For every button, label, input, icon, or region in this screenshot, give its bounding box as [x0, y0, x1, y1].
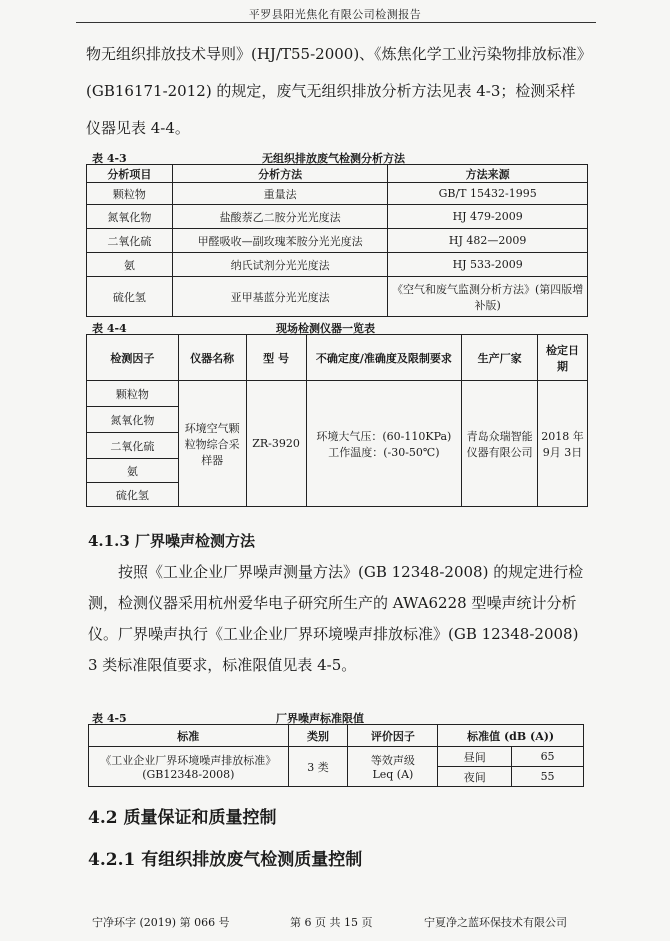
table-cell: 重量法 — [172, 183, 388, 205]
standard-cell: 《工业企业厂界环境噪声排放标准》(GB12348-2008) — [89, 747, 289, 787]
table-4-3-title: 无组织排放废气检测分析方法 — [262, 152, 405, 165]
page-header: 平罗县阳光焦化有限公司检测报告 — [248, 8, 422, 21]
table-cell: HJ 479-2009 — [388, 205, 588, 229]
table-header-cell: 方法来源 — [388, 165, 588, 183]
manufacturer-cell: 青岛众瑞智能仪器有限公司 — [462, 381, 538, 507]
table-row — [87, 381, 588, 407]
category-cell: 3 类 — [288, 747, 348, 787]
table-4-3 — [86, 164, 588, 317]
section-4-2-heading: 4.2 质量保证和质量控制 — [88, 808, 277, 828]
table-cell: 二氧化硫 — [87, 433, 179, 459]
table-header-cell: 仪器名称 — [178, 335, 246, 381]
table-cell: GB/T 15432-1995 — [388, 183, 588, 205]
table-cell: 亚甲基蓝分光光度法 — [172, 277, 388, 317]
section-4-1-3-heading: 4.1.3 厂界噪声检测方法 — [88, 532, 255, 550]
date-cell: 2018 年 9月 3日 — [538, 381, 588, 507]
value-cell: 65 — [512, 747, 584, 767]
factor-line: 等效声级 — [370, 754, 415, 767]
spec-line: 环境大气压：(60-110KPa) — [316, 429, 452, 443]
table-cell: 氨 — [87, 459, 179, 483]
table-4-3-label: 表 4-3 — [92, 152, 127, 165]
table-header-cell: 检定日期 — [538, 335, 588, 381]
table-cell: 氨 — [87, 253, 173, 277]
table-cell: 硫化氢 — [87, 277, 173, 317]
table-row — [87, 277, 588, 317]
table-4-4-label: 表 4-4 — [92, 322, 127, 335]
value-cell: 55 — [512, 767, 584, 787]
table-cell: HJ 533-2009 — [388, 253, 588, 277]
period-cell: 昼间 — [438, 747, 512, 767]
table-4-5-title: 厂界噪声标准限值 — [276, 712, 364, 725]
table-cell: 二氧化硫 — [87, 229, 173, 253]
table-row — [89, 747, 584, 767]
table-row — [87, 229, 588, 253]
table-cell: HJ 482—2009 — [388, 229, 588, 253]
table-row — [87, 205, 588, 229]
table-header-cell: 检测因子 — [87, 335, 179, 381]
table-row — [87, 253, 588, 277]
table-header-cell: 生产厂家 — [462, 335, 538, 381]
footer-page-number: 第 6 页 共 15 页 — [290, 916, 373, 929]
table-4-4 — [86, 334, 588, 507]
section-4-1-3-paragraph: 按照《工业企业厂界噪声测量方法》(GB 12348-2008) 的规定进行检测，检测仪器采用杭州爱华电子研究所生产的 AWA6228 型噪声统计分析仪。厂界噪声执行《工业企业厂界环境噪声排放标准》(GB 12348-2008) 3 类标准限值要求，标准限值见表 4-5。 — [88, 563, 584, 674]
period-cell: 夜间 — [438, 767, 512, 787]
table-cell: 《空气和废气监测分析方法》(第四版增补版) — [388, 277, 588, 317]
table-header-cell: 分析方法 — [172, 165, 388, 183]
table-4-4-title: 现场检测仪器一览表 — [276, 322, 375, 335]
intro-paragraph: 物无组织排放技术导则》(HJ/T55-2000)、《炼焦化学工业污染物排放标准》(GB16171-2012) 的规定，废气无组织排放分析方法见表 4-3；检测采样仪器见表 4-4。 — [86, 45, 585, 137]
table-row — [87, 183, 588, 205]
footer-report-number: 宁净环字 (2019) 第 066 号 — [92, 916, 230, 929]
table-cell: 氮氧化物 — [87, 407, 179, 433]
factor-line: Leq (A) — [372, 768, 414, 781]
table-header-cell: 类别 — [288, 725, 348, 747]
table-header-cell: 型 号 — [246, 335, 306, 381]
table-cell: 氮氧化物 — [87, 205, 173, 229]
footer-company: 宁夏净之蓝环保技术有限公司 — [424, 916, 567, 929]
table-header-cell: 标准 — [89, 725, 289, 747]
instrument-name-cell: 环境空气颗粒物综合采样器 — [178, 381, 246, 507]
table-header-cell: 不确定度/准确度及限制要求 — [306, 335, 462, 381]
table-cell: 颗粒物 — [87, 381, 179, 407]
spec-line: 工作温度：(-30-50℃) — [328, 445, 440, 459]
table-header-cell: 评价因子 — [348, 725, 438, 747]
table-4-5-label: 表 4-5 — [92, 712, 127, 725]
header-divider — [76, 22, 596, 23]
table-cell: 硫化氢 — [87, 483, 179, 507]
section-4-2-1-heading: 4.2.1 有组织排放废气检测质量控制 — [88, 850, 363, 870]
table-header-cell: 标准值 (dB (A)) — [438, 725, 584, 747]
table-cell: 纳氏试剂分光光度法 — [172, 253, 388, 277]
table-cell: 盐酸萘乙二胺分光光度法 — [172, 205, 388, 229]
table-cell: 甲醛吸收—副玫瑰苯胺分光光度法 — [172, 229, 388, 253]
table-header-cell: 分析项目 — [87, 165, 173, 183]
factor-cell — [348, 747, 438, 787]
table-4-5 — [88, 724, 584, 787]
table-cell: 颗粒物 — [87, 183, 173, 205]
model-cell: ZR-3920 — [246, 381, 306, 507]
spec-cell — [306, 381, 462, 507]
